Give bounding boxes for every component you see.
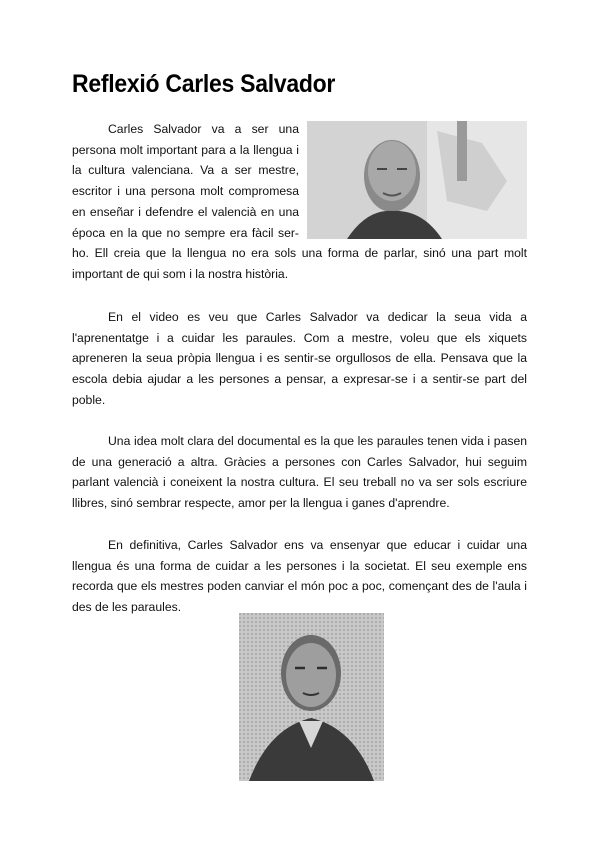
paragraph-2-text: En el video es veu que Carles Salvador va dedicar la seua vida a l'aprenentatge i a cuidar les paraules. Com a mestre, voleu que els xiquets apreneren la seua pròpia llengua i es sentir-se orgullosos de ella. Pensava que la escola debia ajudar a les persones a pensar, a expresar-se i a sentir-se part del poble. bbox=[72, 310, 527, 407]
portrait-photo-2 bbox=[239, 613, 384, 781]
paragraph-2 bbox=[72, 307, 527, 411]
document-title: Reflexió Carles Salvador bbox=[72, 70, 336, 98]
paragraph-4-text: En definitiva, Carles Salvador ens va ensenyar que educar i cuidar una llengua és una forma de cuidar a les persones i la societat. El seu exemple ens recorda que els mestres poden canviar el món poc a poc, començant des de l'aula i des de les paraules. bbox=[72, 538, 527, 615]
paragraph-1 bbox=[72, 119, 527, 285]
portrait-photo-1 bbox=[307, 121, 527, 239]
paragraph-4 bbox=[72, 535, 527, 618]
portrait-illustration-2 bbox=[239, 613, 384, 781]
paragraph-3 bbox=[72, 431, 527, 514]
paragraph-3-text: Una idea molt clara del documental es la que les paraules tenen vida i pasen de una generació a altra. Gràcies a persones con Carles Salvador, hui seguim parlant valencià i coneixent la nostra cultura. El seu treball no va ser sols escriure llibres, sinó sembrar respecte, amor per la llengua i ganes d'aprendre. bbox=[72, 434, 527, 511]
portrait-illustration-1 bbox=[307, 121, 527, 239]
paragraph-1-text: Carles Salvador va a ser una persona molt important para a la llengua i la cultura valenciana. Va a ser mestre, escritor i una persona molt compromesa en enseñar i defendre el valencià en una época en la que no sempre era fàcil ser-ho. Ell creia que la llengua no era sols una forma de parlar, sinó una part molt important de qui som i la nostra història. bbox=[72, 122, 527, 281]
